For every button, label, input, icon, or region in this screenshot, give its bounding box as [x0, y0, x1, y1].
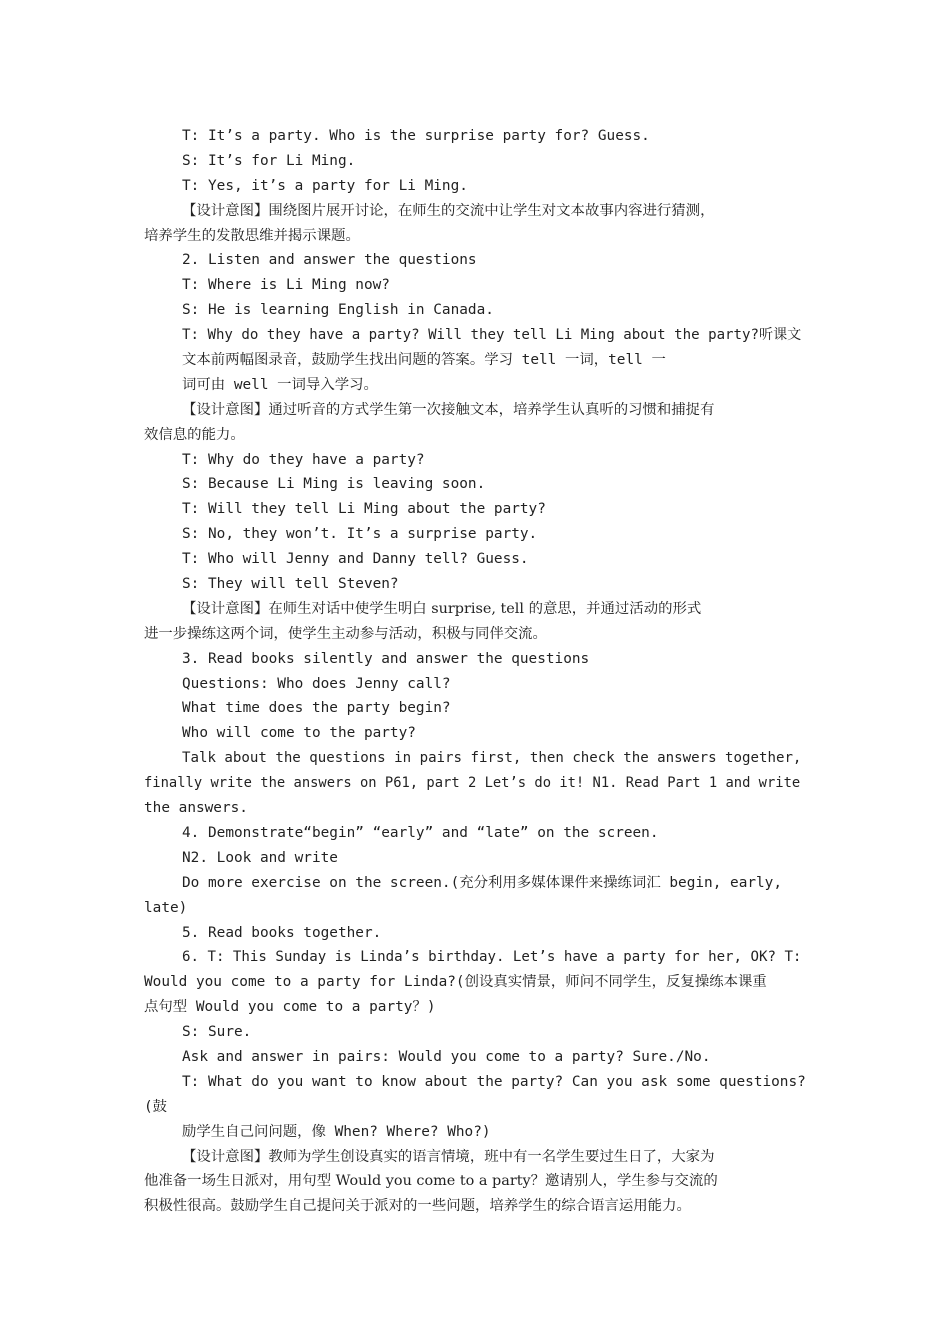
- text-line: S: Sure.: [182, 1024, 252, 1041]
- text-line: 点句型 Would you come to a party？): [144, 999, 436, 1016]
- text-line: Questions: Who does Jenny call?: [182, 675, 451, 692]
- text-line: T: Will they tell Li Ming about the party?: [182, 501, 546, 518]
- text-line: the answers.: [144, 800, 248, 817]
- text-line: S: Because Li Ming is leaving soon.: [182, 476, 486, 493]
- section-heading: 5. Read books together.: [182, 924, 382, 941]
- text-line: T: What do you want to know about the party? Can you ask some questions?: [182, 1073, 806, 1090]
- text-line: 文本前两幅图录音，鼓励学生找出问题的答案。学习 tell 一词，tell 一: [182, 352, 666, 369]
- design-intent-line: 【设计意图】通过听音的方式学生第一次接触文本，培养学生认真听的习惯和捕捉有: [182, 401, 715, 418]
- text-line: 培养学生的发散思维并揭示课题。: [144, 227, 360, 244]
- text-line: Talk about the questions in pairs first, then check the answers together,: [182, 750, 802, 767]
- text-line: T: Who will Jenny and Danny tell? Guess.: [182, 551, 529, 568]
- text-line: Who will come to the party?: [182, 725, 416, 742]
- text-line: finally write the answers on P61, part 2 Let’s do it! N1. Read Part 1 and write: [144, 775, 801, 792]
- text-line: T: Why do they have a party? Will they tell Li Ming about the party?听课文: [182, 327, 802, 344]
- text-line: S: It’s for Li Ming.: [182, 152, 356, 169]
- text-line: 积极性很高。鼓励学生自己提问关于派对的一些问题，培养学生的综合语言运用能力。: [144, 1198, 691, 1215]
- text-line: 效信息的能力。: [144, 426, 245, 443]
- section-heading: 6. T: This Sunday is Linda’s birthday. Let’s have a party for her, OK? T:: [182, 949, 802, 966]
- text-line: 进一步操练这两个词，使学生主动参与活动，积极与同伴交流。: [144, 625, 547, 642]
- design-intent-line: 【设计意图】教师为学生创设真实的语言情境，班中有一名学生要过生日了，大家为: [182, 1148, 715, 1165]
- text-line: T: Why do they have a party?: [182, 451, 425, 468]
- text-line: (鼓: [144, 1098, 168, 1115]
- text-line: 他准备一场生日派对，用句型 Would you come to a party？邀请别人，学生参与交流的: [144, 1173, 718, 1190]
- text-line: T: Where is Li Ming now?: [182, 277, 390, 294]
- section-heading: 4. Demonstrate“begin” “early” and “late” on the screen.: [182, 824, 659, 841]
- text-line: N2. Look and write: [182, 849, 338, 866]
- text-line: late): [144, 899, 188, 916]
- text-line: What time does the party begin?: [182, 700, 451, 717]
- design-intent-line: 【设计意图】围绕图片展开讨论，在师生的交流中让学生对文本故事内容进行猜测，: [182, 202, 715, 219]
- text-line: Ask and answer in pairs: Would you come to a party? Sure./No.: [182, 1048, 711, 1065]
- text-line: S: He is learning English in Canada.: [182, 302, 494, 319]
- text-line: Do more exercise on the screen.(充分利用多媒体课件来操练词汇 begin, early,: [182, 874, 783, 891]
- document-page: [144, 124, 810, 1219]
- section-heading: 2. Listen and answer the questions: [182, 252, 477, 269]
- section-heading: 3. Read books silently and answer the questions: [182, 650, 590, 667]
- text-line: 词可由 well 一词导入学习。: [182, 376, 378, 393]
- text-line: 励学生自己问问题，像 When? Where? Who?): [182, 1123, 491, 1140]
- text-line: Would you come to a party for Linda?(创设真实情景，师问不同学生，反复操练本课重: [144, 974, 767, 991]
- text-line: T: Yes, it’s a party for Li Ming.: [182, 177, 468, 194]
- design-intent-line: 【设计意图】在师生对话中使学生明白 surprise, tell 的意思，并通过活动的形式: [182, 600, 702, 617]
- text-line: S: No, they won’t. It’s a surprise party.: [182, 526, 538, 543]
- text-line: S: They will tell Steven?: [182, 576, 399, 593]
- text-line: T: It’s a party. Who is the surprise party for? Guess.: [182, 128, 650, 144]
